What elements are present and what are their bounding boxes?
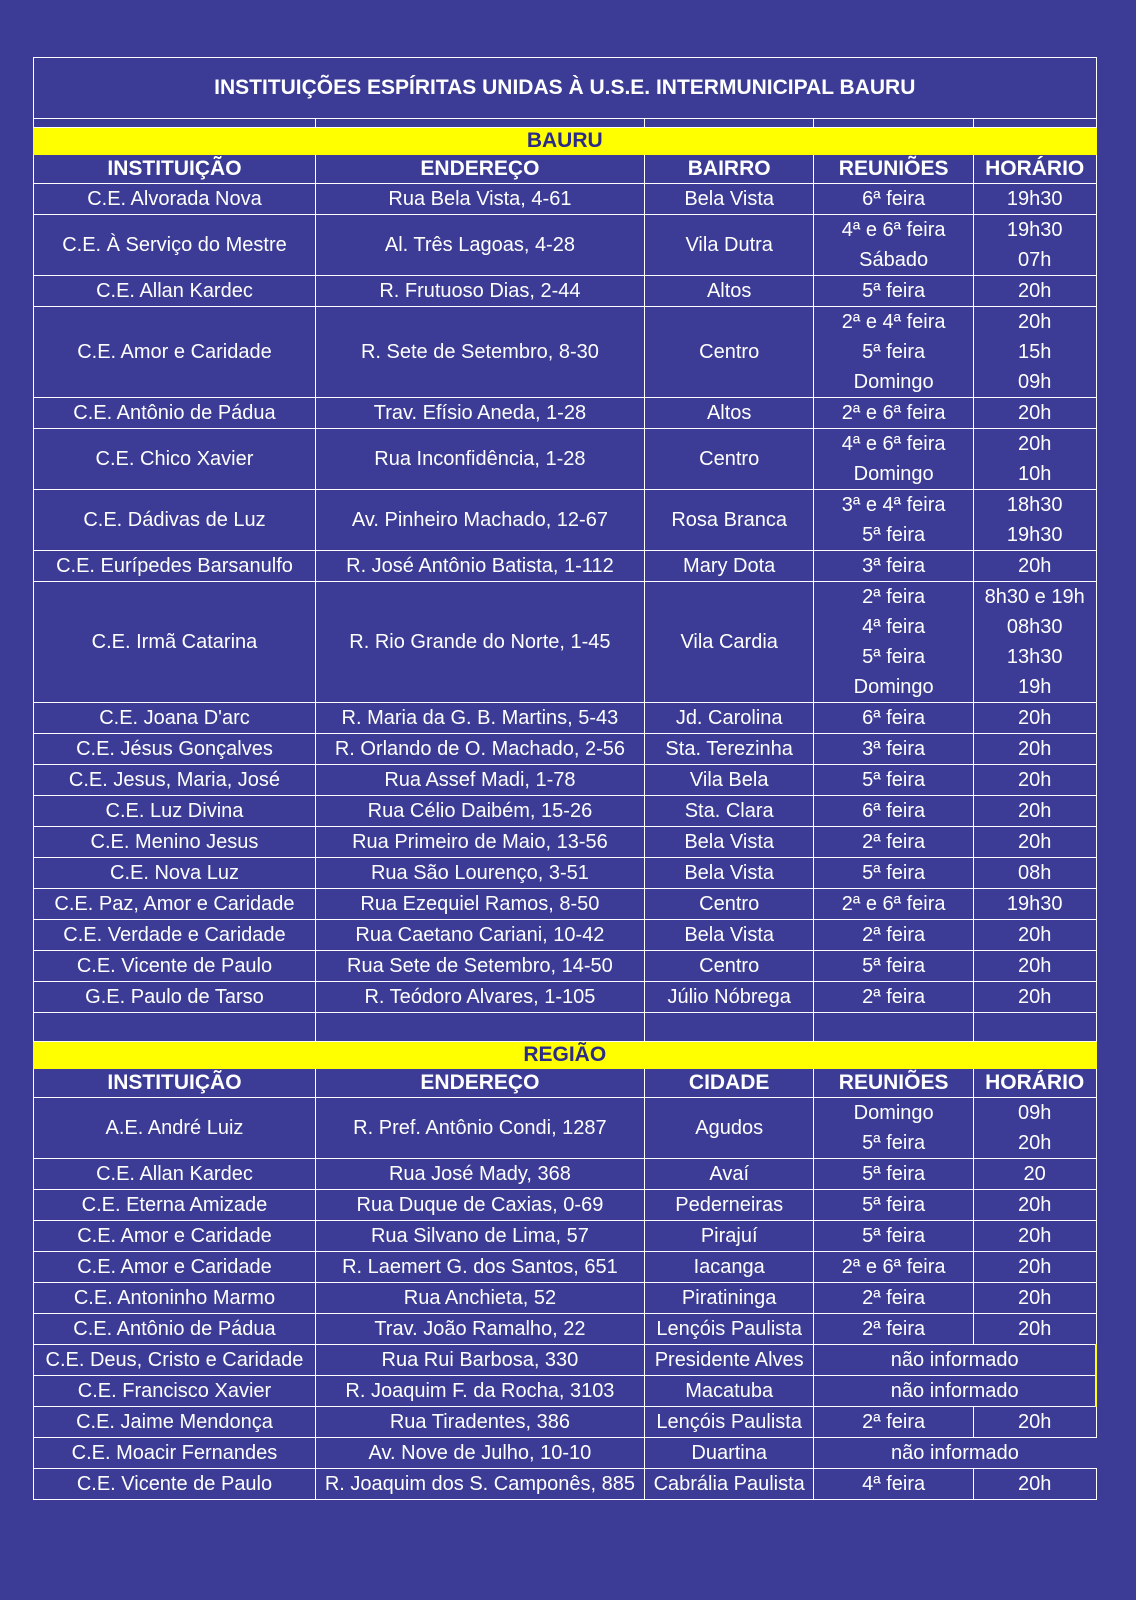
table-row: [34, 1190, 1097, 1221]
time-header: HORÁRIO: [973, 155, 1096, 184]
address-cell: Rua Ezequiel Ramos, 8-50: [315, 889, 644, 920]
time-cell: [973, 582, 1096, 703]
time-cell: [973, 920, 1096, 951]
blank-cell: [315, 119, 644, 128]
institution-cell: C.E. Antoninho Marmo: [34, 1283, 316, 1314]
time-line: 20h: [1017, 280, 1052, 302]
institution-cell: C.E. Eurípedes Barsanulfo: [34, 551, 316, 582]
meeting-line: 5ª feira: [862, 341, 926, 363]
table-row: [34, 1345, 1097, 1376]
area-cell: Centro: [644, 889, 814, 920]
area-cell: Pirajuí: [644, 1221, 814, 1252]
institution-cell: C.E. Deus, Cristo e Caridade: [34, 1345, 316, 1376]
area-cell: Duartina: [644, 1438, 814, 1469]
meetings-cell: [814, 1283, 973, 1314]
address-cell: Rua Inconfidência, 1-28: [315, 429, 644, 490]
table-row: [34, 951, 1097, 982]
time-line: 20h: [1017, 769, 1052, 791]
meeting-line: Domingo: [853, 463, 934, 485]
time-line: 08h: [1017, 862, 1052, 884]
meeting-line: 2ª feira: [862, 1318, 926, 1340]
table-row: [34, 490, 1097, 551]
meetings-cell: [814, 951, 973, 982]
address-cell: Rua Célio Daibém, 15-26: [315, 796, 644, 827]
institution-cell: C.E. Antônio de Pádua: [34, 398, 316, 429]
time-cell: [973, 1252, 1096, 1283]
time-line: 19h30: [1006, 893, 1063, 915]
area-cell: Avaí: [644, 1159, 814, 1190]
time-line: 20h: [1017, 1132, 1052, 1154]
meetings-cell: [814, 734, 973, 765]
blank-cell: [973, 1013, 1096, 1042]
time-line: 20: [1023, 1163, 1046, 1185]
time-line: 10h: [1017, 463, 1052, 485]
time-line: 07h: [1017, 249, 1052, 271]
institution-cell: C.E. Jésus Gonçalves: [34, 734, 316, 765]
meeting-line: 5ª feira: [862, 524, 926, 546]
institution-cell: C.E. Allan Kardec: [34, 276, 316, 307]
address-cell: Rua Caetano Cariani, 10-42: [315, 920, 644, 951]
meeting-line: 5ª feira: [862, 769, 926, 791]
area-cell: Altos: [644, 276, 814, 307]
address-cell: R. Rio Grande do Norte, 1-45: [315, 582, 644, 703]
meetings-cell: [814, 827, 973, 858]
regiao-section-row: [34, 1042, 1097, 1069]
time-line: 19h30: [1006, 188, 1063, 210]
institution-header: INSTITUIÇÃO: [34, 155, 316, 184]
area-cell: Presidente Alves: [644, 1345, 814, 1376]
area-cell: Iacanga: [644, 1252, 814, 1283]
time-line: 15h: [1017, 341, 1052, 363]
area-cell: Cabrália Paulista: [644, 1469, 814, 1500]
time-cell: [973, 1283, 1096, 1314]
address-cell: Rua Duque de Caxias, 0-69: [315, 1190, 644, 1221]
meeting-line: 5ª feira: [862, 280, 926, 302]
directory-sheet: [33, 57, 1097, 1500]
area-cell: Sta. Clara: [644, 796, 814, 827]
meeting-line: 4ª feira: [862, 1473, 926, 1495]
time-line: 13h30: [1006, 646, 1063, 668]
meeting-line: 3ª e 4ª feira: [841, 494, 946, 516]
meetings-cell: [814, 920, 973, 951]
area-cell: Centro: [644, 429, 814, 490]
table-row: [34, 1314, 1097, 1345]
address-cell: R. José Antônio Batista, 1-112: [315, 551, 644, 582]
time-cell: [973, 398, 1096, 429]
table-row: [34, 398, 1097, 429]
institution-cell: C.E. Verdade e Caridade: [34, 920, 316, 951]
time-cell: [973, 1190, 1096, 1221]
table-row: [34, 215, 1097, 276]
institution-cell: C.E. Francisco Xavier: [34, 1376, 316, 1407]
address-cell: Rua Assef Madi, 1-78: [315, 765, 644, 796]
institution-cell: C.E. Irmã Catarina: [34, 582, 316, 703]
institution-cell: C.E. À Serviço do Mestre: [34, 215, 316, 276]
institution-cell: C.E. Chico Xavier: [34, 429, 316, 490]
meeting-line: 2ª e 4ª feira: [841, 311, 946, 333]
institution-cell: C.E. Paz, Amor e Caridade: [34, 889, 316, 920]
table-row: [34, 1098, 1097, 1159]
bauru-section-row: [34, 128, 1097, 155]
time-line: 20h: [1017, 1318, 1052, 1340]
address-cell: Av. Nove de Julho, 10-10: [315, 1438, 644, 1469]
table-row: [34, 582, 1097, 703]
meeting-line: 4ª e 6ª feira: [841, 433, 946, 455]
institution-cell: C.E. Eterna Amizade: [34, 1190, 316, 1221]
area-cell: Bela Vista: [644, 858, 814, 889]
institution-cell: C.E. Alvorada Nova: [34, 184, 316, 215]
time-cell: [973, 734, 1096, 765]
meetings-cell: [814, 889, 973, 920]
time-line: 19h: [1017, 676, 1052, 698]
meetings-cell: [814, 703, 973, 734]
time-line: 20h: [1017, 986, 1052, 1008]
meeting-line: 2ª feira: [862, 1287, 926, 1309]
meeting-line: 5ª feira: [862, 1163, 926, 1185]
blank-cell: [644, 119, 814, 128]
meeting-line: 6ª feira: [862, 188, 926, 210]
time-cell: [973, 796, 1096, 827]
time-line: 09h: [1017, 371, 1052, 393]
table-row: [34, 1221, 1097, 1252]
area-cell: Pederneiras: [644, 1190, 814, 1221]
not-informed-cell: não informado: [814, 1376, 1096, 1407]
address-cell: Rua Anchieta, 52: [315, 1283, 644, 1314]
area-cell: Macatuba: [644, 1376, 814, 1407]
address-cell: Trav. João Ramalho, 22: [315, 1314, 644, 1345]
institution-cell: C.E. Vicente de Paulo: [34, 1469, 316, 1500]
bauru-section-title: BAURU: [34, 128, 1097, 155]
blank-cell: [644, 1013, 814, 1042]
institution-cell: C.E. Jesus, Maria, José: [34, 765, 316, 796]
table-row: [34, 765, 1097, 796]
time-line: 8h30 e 19h: [984, 586, 1085, 608]
address-cell: R. Teódoro Alvares, 1-105: [315, 982, 644, 1013]
table-row: [34, 703, 1097, 734]
area-cell: Bela Vista: [644, 827, 814, 858]
meeting-line: 6ª feira: [862, 707, 926, 729]
meeting-line: 2ª feira: [862, 586, 926, 608]
not-informed-cell: não informado: [814, 1345, 1096, 1376]
table-row: [34, 184, 1097, 215]
meetings-cell: [814, 1098, 973, 1159]
meeting-line: 4ª feira: [862, 616, 926, 638]
page-title: INSTITUIÇÕES ESPÍRITAS UNIDAS À U.S.E. INTERMUNICIPAL BAURU: [34, 58, 1097, 119]
blank-cell: [315, 1013, 644, 1042]
area-cell: Rosa Branca: [644, 490, 814, 551]
address-cell: Rua José Mady, 368: [315, 1159, 644, 1190]
area-cell: Vila Bela: [644, 765, 814, 796]
institution-cell: C.E. Joana D'arc: [34, 703, 316, 734]
regiao-section-title: REGIÃO: [34, 1042, 1097, 1069]
table-row: [34, 1252, 1097, 1283]
table-row: [34, 1159, 1097, 1190]
table-row: [34, 1407, 1097, 1438]
meetings-cell: [814, 490, 973, 551]
meetings-cell: [814, 1407, 973, 1438]
institution-cell: C.E. Amor e Caridade: [34, 1221, 316, 1252]
address-cell: Rua Bela Vista, 4-61: [315, 184, 644, 215]
meetings-header: REUNIÕES: [814, 155, 973, 184]
time-line: 20h: [1017, 1194, 1052, 1216]
institution-header: INSTITUIÇÃO: [34, 1069, 316, 1098]
meetings-cell: [814, 796, 973, 827]
table-row: [34, 276, 1097, 307]
meetings-cell: [814, 582, 973, 703]
time-line: 20h: [1017, 831, 1052, 853]
time-line: 20h: [1017, 707, 1052, 729]
time-line: 20h: [1017, 1473, 1052, 1495]
time-line: 20h: [1017, 1256, 1052, 1278]
meeting-line: Sábado: [859, 249, 929, 271]
blank-cell: [814, 1013, 973, 1042]
time-cell: [973, 858, 1096, 889]
area-cell: Bela Vista: [644, 920, 814, 951]
time-cell: [973, 184, 1096, 215]
area-cell: Agudos: [644, 1098, 814, 1159]
area-cell: Mary Dota: [644, 551, 814, 582]
time-line: 20h: [1017, 924, 1052, 946]
institution-cell: C.E. Allan Kardec: [34, 1159, 316, 1190]
meeting-line: 5ª feira: [862, 1225, 926, 1247]
address-cell: Trav. Efísio Aneda, 1-28: [315, 398, 644, 429]
address-cell: Av. Pinheiro Machado, 12-67: [315, 490, 644, 551]
address-cell: Rua São Lourenço, 3-51: [315, 858, 644, 889]
blank-cell: [973, 119, 1096, 128]
time-line: 09h: [1017, 1102, 1052, 1124]
institution-cell: C.E. Jaime Mendonça: [34, 1407, 316, 1438]
table-row: [34, 307, 1097, 398]
meetings-cell: [814, 398, 973, 429]
meetings-cell: [814, 1159, 973, 1190]
time-cell: [973, 1098, 1096, 1159]
area-cell: Jd. Carolina: [644, 703, 814, 734]
address-header: ENDEREÇO: [315, 1069, 644, 1098]
meetings-header: REUNIÕES: [814, 1069, 973, 1098]
meetings-cell: [814, 765, 973, 796]
table-row: [34, 858, 1097, 889]
address-cell: R. Joaquim F. da Rocha, 3103: [315, 1376, 644, 1407]
time-cell: [973, 982, 1096, 1013]
meeting-line: 5ª feira: [862, 1132, 926, 1154]
area-cell: Altos: [644, 398, 814, 429]
time-cell: [973, 276, 1096, 307]
table-row: [34, 796, 1097, 827]
area-cell: Sta. Terezinha: [644, 734, 814, 765]
time-cell: [973, 429, 1096, 490]
meeting-line: Domingo: [853, 1102, 934, 1124]
meetings-cell: [814, 215, 973, 276]
not-informed-cell: não informado: [814, 1438, 1096, 1469]
blank-cell: [34, 1013, 316, 1042]
address-cell: Rua Silvano de Lima, 57: [315, 1221, 644, 1252]
time-line: 19h30: [1006, 524, 1063, 546]
meeting-line: 2ª feira: [862, 1411, 926, 1433]
time-header: HORÁRIO: [973, 1069, 1096, 1098]
table-row: [34, 827, 1097, 858]
time-cell: [973, 889, 1096, 920]
address-cell: Rua Primeiro de Maio, 13-56: [315, 827, 644, 858]
address-cell: R. Joaquim dos S. Camponês, 885: [315, 1469, 644, 1500]
institution-cell: C.E. Antônio de Pádua: [34, 1314, 316, 1345]
meetings-cell: [814, 982, 973, 1013]
table-row: [34, 1376, 1097, 1407]
area-cell: Centro: [644, 951, 814, 982]
institution-cell: C.E. Nova Luz: [34, 858, 316, 889]
meeting-line: 5ª feira: [862, 862, 926, 884]
meetings-cell: [814, 1252, 973, 1283]
time-cell: [973, 551, 1096, 582]
address-cell: R. Frutuoso Dias, 2-44: [315, 276, 644, 307]
time-cell: [973, 1159, 1096, 1190]
time-line: 20h: [1017, 1411, 1052, 1433]
meetings-cell: [814, 1314, 973, 1345]
time-cell: [973, 490, 1096, 551]
table-row: [34, 734, 1097, 765]
meeting-line: 2ª feira: [862, 924, 926, 946]
time-line: 20h: [1017, 800, 1052, 822]
area-header: CIDADE: [644, 1069, 814, 1098]
time-cell: [973, 1469, 1096, 1500]
meeting-line: 2ª feira: [862, 831, 926, 853]
meeting-line: 5ª feira: [862, 1194, 926, 1216]
time-line: 18h30: [1006, 494, 1063, 516]
time-cell: [973, 827, 1096, 858]
address-header: ENDEREÇO: [315, 155, 644, 184]
meetings-cell: [814, 1221, 973, 1252]
regiao-header-row: [34, 1069, 1097, 1098]
area-cell: Bela Vista: [644, 184, 814, 215]
blank-cell: [34, 119, 316, 128]
area-cell: Júlio Nóbrega: [644, 982, 814, 1013]
time-line: 19h30: [1006, 219, 1063, 241]
time-cell: [973, 1407, 1096, 1438]
time-cell: [973, 951, 1096, 982]
time-cell: [973, 215, 1096, 276]
meeting-line: 2ª e 6ª feira: [841, 1256, 946, 1278]
area-cell: Vila Dutra: [644, 215, 814, 276]
bauru-header-row: [34, 155, 1097, 184]
time-cell: [973, 703, 1096, 734]
institution-cell: G.E. Paulo de Tarso: [34, 982, 316, 1013]
address-cell: Rua Tiradentes, 386: [315, 1407, 644, 1438]
table-row: [34, 1469, 1097, 1500]
meetings-cell: [814, 276, 973, 307]
area-cell: Centro: [644, 307, 814, 398]
meeting-line: Domingo: [853, 371, 934, 393]
meeting-line: 2ª e 6ª feira: [841, 893, 946, 915]
address-cell: R. Orlando de O. Machado, 2-56: [315, 734, 644, 765]
meetings-cell: [814, 429, 973, 490]
address-cell: Al. Três Lagoas, 4-28: [315, 215, 644, 276]
meetings-cell: [814, 858, 973, 889]
meeting-line: 6ª feira: [862, 800, 926, 822]
address-cell: R. Sete de Setembro, 8-30: [315, 307, 644, 398]
time-cell: [973, 765, 1096, 796]
institution-cell: C.E. Amor e Caridade: [34, 307, 316, 398]
address-cell: R. Laemert G. dos Santos, 651: [315, 1252, 644, 1283]
institution-cell: C.E. Vicente de Paulo: [34, 951, 316, 982]
meetings-cell: [814, 551, 973, 582]
institution-cell: C.E. Menino Jesus: [34, 827, 316, 858]
meeting-line: 2ª e 6ª feira: [841, 402, 946, 424]
time-cell: [973, 1314, 1096, 1345]
meeting-line: 5ª feira: [862, 955, 926, 977]
address-cell: Rua Rui Barbosa, 330: [315, 1345, 644, 1376]
time-line: 20h: [1017, 311, 1052, 333]
institution-cell: A.E. André Luiz: [34, 1098, 316, 1159]
table-row: [34, 1438, 1097, 1469]
institutions-table: [33, 57, 1097, 1500]
address-cell: R. Pref. Antônio Condi, 1287: [315, 1098, 644, 1159]
meetings-cell: [814, 184, 973, 215]
time-cell: [973, 307, 1096, 398]
institution-cell: C.E. Dádivas de Luz: [34, 490, 316, 551]
blank-row: [34, 1013, 1097, 1042]
table-row: [34, 982, 1097, 1013]
meeting-line: 4ª e 6ª feira: [841, 219, 946, 241]
meetings-cell: [814, 1469, 973, 1500]
table-row: [34, 429, 1097, 490]
institution-cell: C.E. Luz Divina: [34, 796, 316, 827]
time-cell: [973, 1221, 1096, 1252]
meeting-line: 3ª feira: [862, 738, 926, 760]
time-line: 08h30: [1006, 616, 1063, 638]
meeting-line: 2ª feira: [862, 986, 926, 1008]
meetings-cell: [814, 307, 973, 398]
time-line: 20h: [1017, 738, 1052, 760]
meeting-line: Domingo: [853, 676, 934, 698]
time-line: 20h: [1017, 1287, 1052, 1309]
area-header: BAIRRO: [644, 155, 814, 184]
table-row: [34, 920, 1097, 951]
address-cell: Rua Sete de Setembro, 14-50: [315, 951, 644, 982]
area-cell: Piratininga: [644, 1283, 814, 1314]
area-cell: Lençóis Paulista: [644, 1314, 814, 1345]
area-cell: Lençóis Paulista: [644, 1407, 814, 1438]
meetings-cell: [814, 1190, 973, 1221]
institution-cell: C.E. Amor e Caridade: [34, 1252, 316, 1283]
address-cell: R. Maria da G. B. Martins, 5-43: [315, 703, 644, 734]
table-row: [34, 551, 1097, 582]
time-line: 20h: [1017, 955, 1052, 977]
meeting-line: 5ª feira: [862, 646, 926, 668]
table-row: [34, 889, 1097, 920]
blank-cell: [814, 119, 973, 128]
time-line: 20h: [1017, 402, 1052, 424]
institution-cell: C.E. Moacir Fernandes: [34, 1438, 316, 1469]
area-cell: Vila Cardia: [644, 582, 814, 703]
time-line: 20h: [1017, 1225, 1052, 1247]
meeting-line: 3ª feira: [862, 555, 926, 577]
blank-row: [34, 119, 1097, 128]
table-row: [34, 1283, 1097, 1314]
time-line: 20h: [1017, 433, 1052, 455]
time-line: 20h: [1017, 555, 1052, 577]
